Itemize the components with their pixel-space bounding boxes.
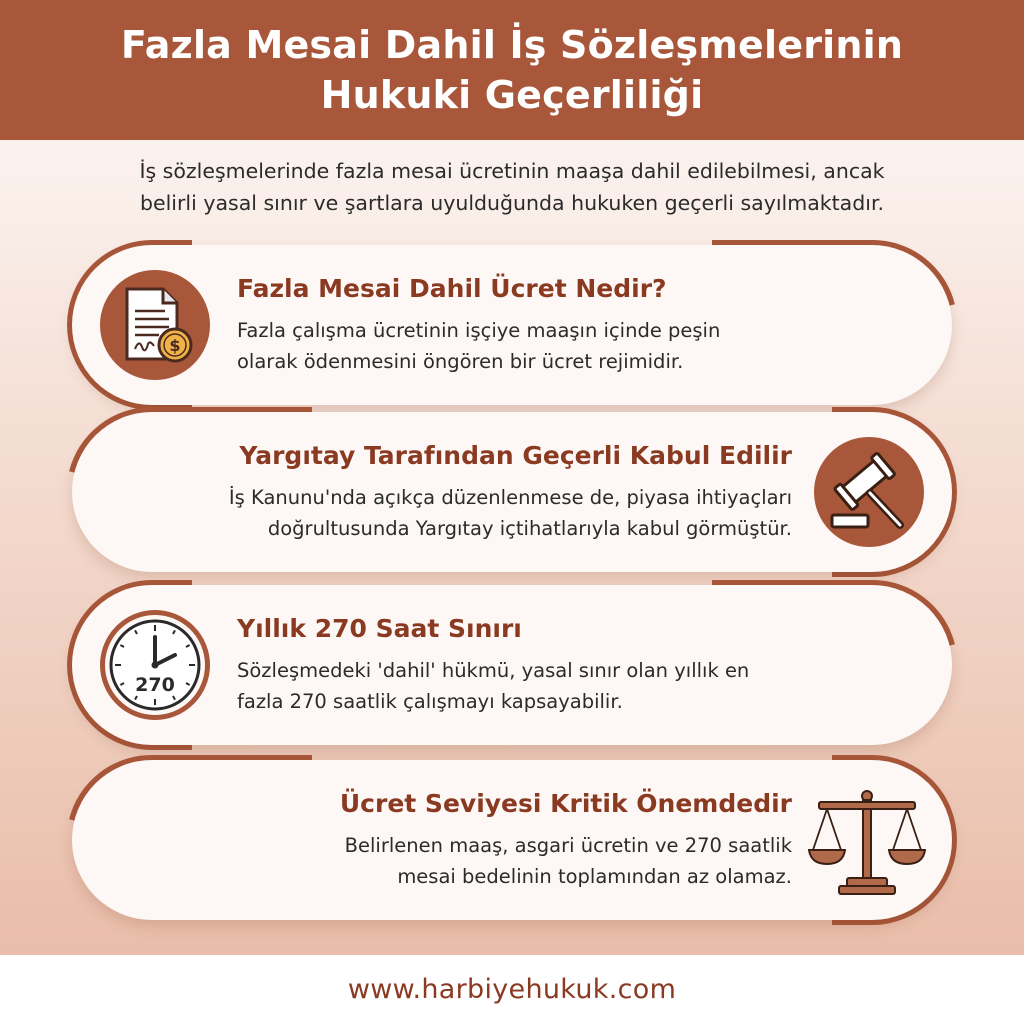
header-banner bbox=[0, 0, 1024, 140]
card-2-body-line-2: doğrultusunda Yargıtay içtihatlarıyla kabul görmüştür. bbox=[267, 517, 792, 540]
card-4-title: Ücret Seviyesi Kritik Önemdedir bbox=[339, 789, 792, 818]
card-1-body-line-1: Fazla çalışma ücretinin işçiye maaşın içinde peşin bbox=[237, 319, 721, 342]
intro-line-1: İş sözleşmelerinde fazla mesai ücretinin maaşa dahil edilebilmesi, ancak bbox=[139, 159, 885, 183]
card-2-body bbox=[229, 482, 792, 544]
card-4-body-line-1: Belirlenen maaş, asgari ücretin ve 270 saatlik bbox=[344, 834, 792, 857]
card-3-body bbox=[237, 655, 749, 717]
card-1-body bbox=[237, 315, 720, 377]
card-4-icon-badge bbox=[807, 778, 927, 903]
clock-label: 270 bbox=[135, 674, 175, 696]
page-title-line-2: Hukuki Geçerliliği bbox=[320, 73, 704, 117]
card-1-title: Fazla Mesai Dahil Ücret Nedir? bbox=[237, 274, 667, 303]
card-3-body-line-1: Sözleşmedeki 'dahil' hükmü, yasal sınır olan yıllık en bbox=[237, 659, 750, 682]
card-2-body-line-1: İş Kanunu'nda açıkça düzenlenmese de, piyasa ihtiyaçları bbox=[228, 486, 792, 509]
card-4-body-line-2: mesai bedelinin toplamından az olamaz. bbox=[397, 865, 792, 888]
footer bbox=[0, 955, 1024, 1024]
card-1-icon-badge bbox=[100, 270, 210, 380]
card-3-title: Yıllık 270 Saat Sınırı bbox=[237, 614, 522, 643]
card-3-body-line-2: fazla 270 saatlik çalışmayı kapsayabilir. bbox=[237, 690, 623, 713]
card-2-title: Yargıtay Tarafından Geçerli Kabul Edilir bbox=[239, 441, 792, 470]
card-1-body-line-2: olarak ödenmesini öngören bir ücret rejimidir. bbox=[237, 350, 684, 373]
card-2-icon-badge bbox=[814, 437, 924, 547]
info-card-1 bbox=[72, 245, 952, 405]
info-card-3 bbox=[72, 585, 952, 745]
svg-text:$: $ bbox=[169, 336, 181, 355]
clock-icon bbox=[107, 617, 203, 713]
intro-text bbox=[40, 155, 984, 219]
scales-of-justice-icon bbox=[807, 786, 927, 896]
intro-line-2: belirli yasal sınır ve şartlara uyulduğunda hukuken geçerli sayılmaktadır. bbox=[139, 191, 885, 215]
info-card-4 bbox=[72, 760, 952, 920]
page-title-line-1: Fazla Mesai Dahil İş Sözleşmelerinin bbox=[120, 23, 904, 67]
card-4-body bbox=[345, 830, 792, 892]
contract-document-icon bbox=[113, 283, 197, 367]
footer-website-link[interactable]: www.harbiyehukuk.com bbox=[347, 974, 677, 1005]
card-3-icon-badge bbox=[100, 610, 210, 720]
gavel-icon bbox=[826, 449, 912, 535]
info-card-2 bbox=[72, 412, 952, 572]
